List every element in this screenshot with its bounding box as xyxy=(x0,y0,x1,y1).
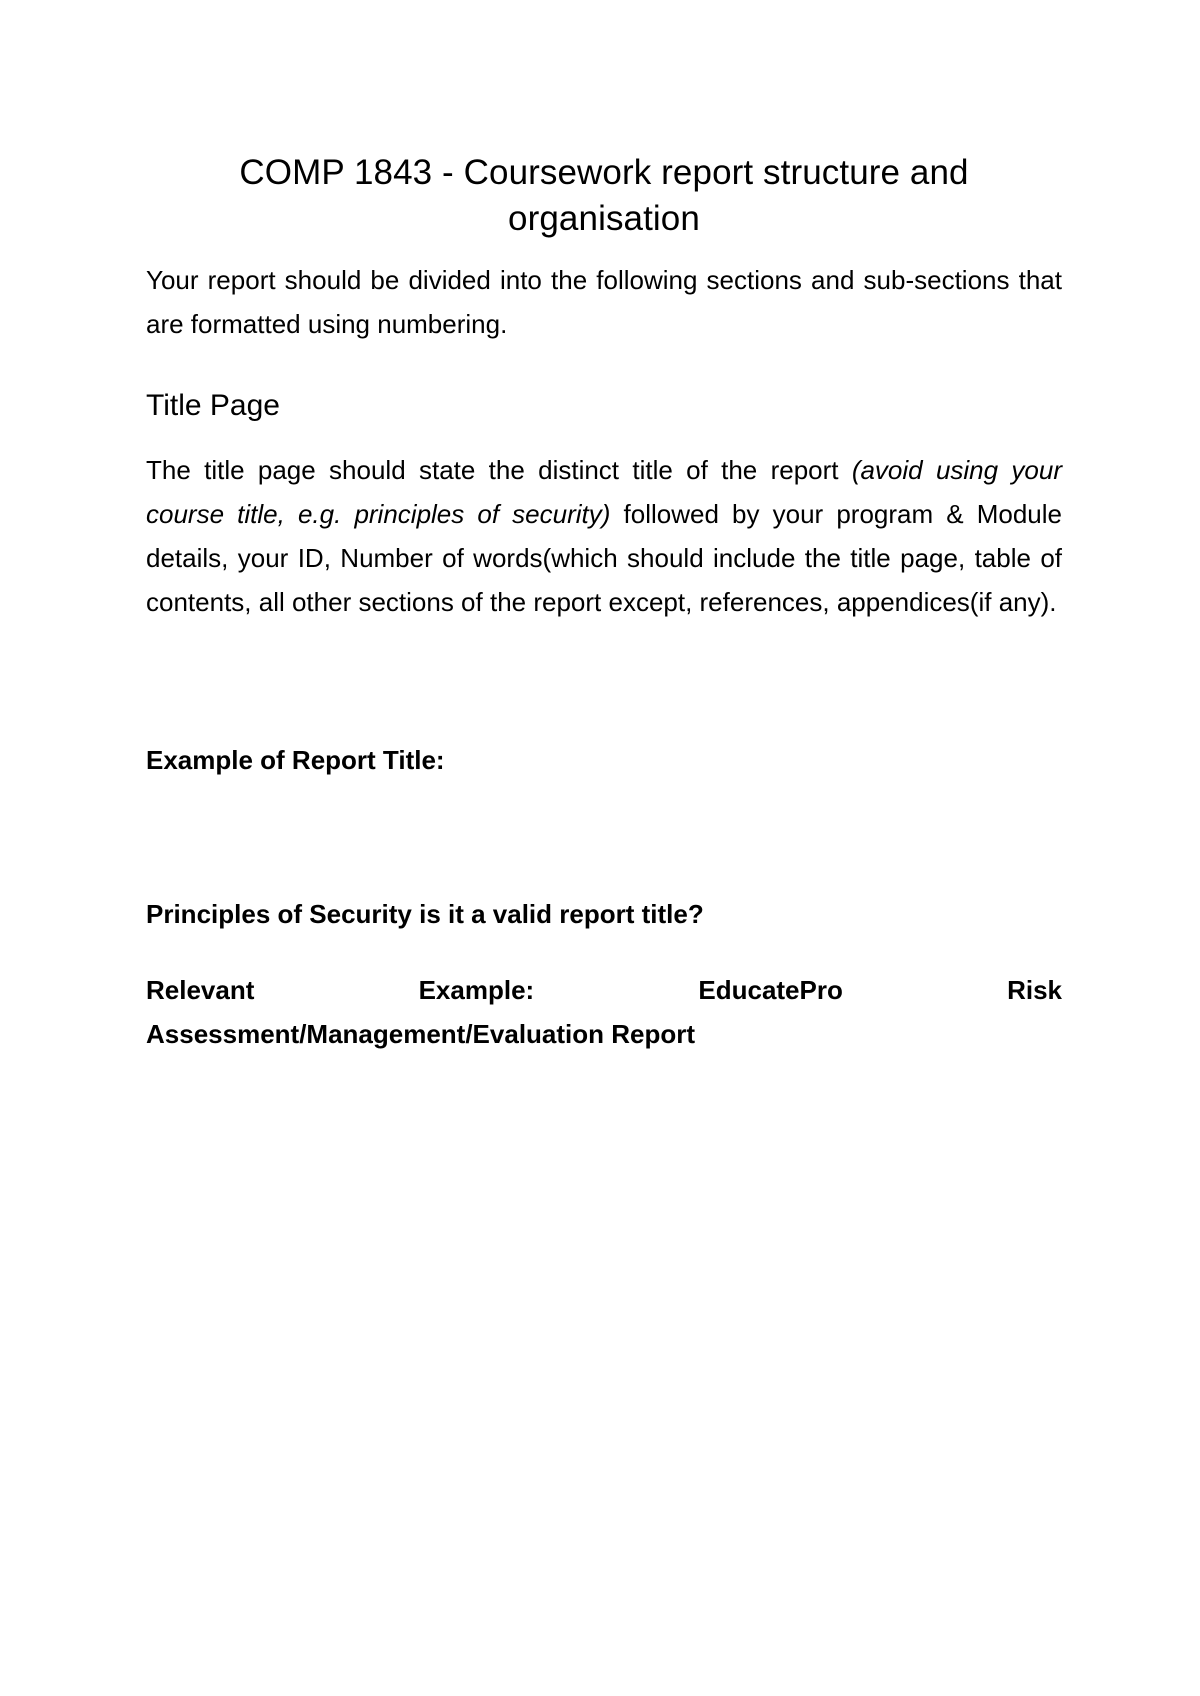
relevant-word: Relevant xyxy=(146,975,255,1005)
relevant-example-line-1 xyxy=(146,968,1062,1012)
document-content xyxy=(146,150,1062,1056)
relevant-example xyxy=(146,968,1062,1056)
document-title: COMP 1843 - Coursework report structure and organisation xyxy=(239,153,969,238)
risk-word: Risk xyxy=(1007,975,1062,1005)
intro-paragraph: Your report should be divided into the following sections and sub-sections that are formatted using numbering. xyxy=(146,265,1062,339)
title-page-heading: Title Page xyxy=(146,389,280,422)
example-label: Example of Report Title: xyxy=(146,745,445,775)
title-page-italic-note: (avoid using your course title, e.g. principles of security) xyxy=(146,455,1062,529)
title-page-text-start: The title page should state the distinct title of the report xyxy=(146,455,852,485)
title-page-text-end: followed by your program & Module details, your ID, Number of words(which should include the title page, table of contents, all other sections of the report except, references, appendices(if any). xyxy=(146,499,1062,617)
relevant-example-line-2: Assessment/Management/Evaluation Report xyxy=(146,1019,696,1049)
example-question: Principles of Security is it a valid report title? xyxy=(146,899,704,929)
educatepro-word: EducatePro xyxy=(698,975,843,1005)
example-word: Example: xyxy=(418,975,535,1005)
title-page-paragraph xyxy=(146,448,1062,624)
